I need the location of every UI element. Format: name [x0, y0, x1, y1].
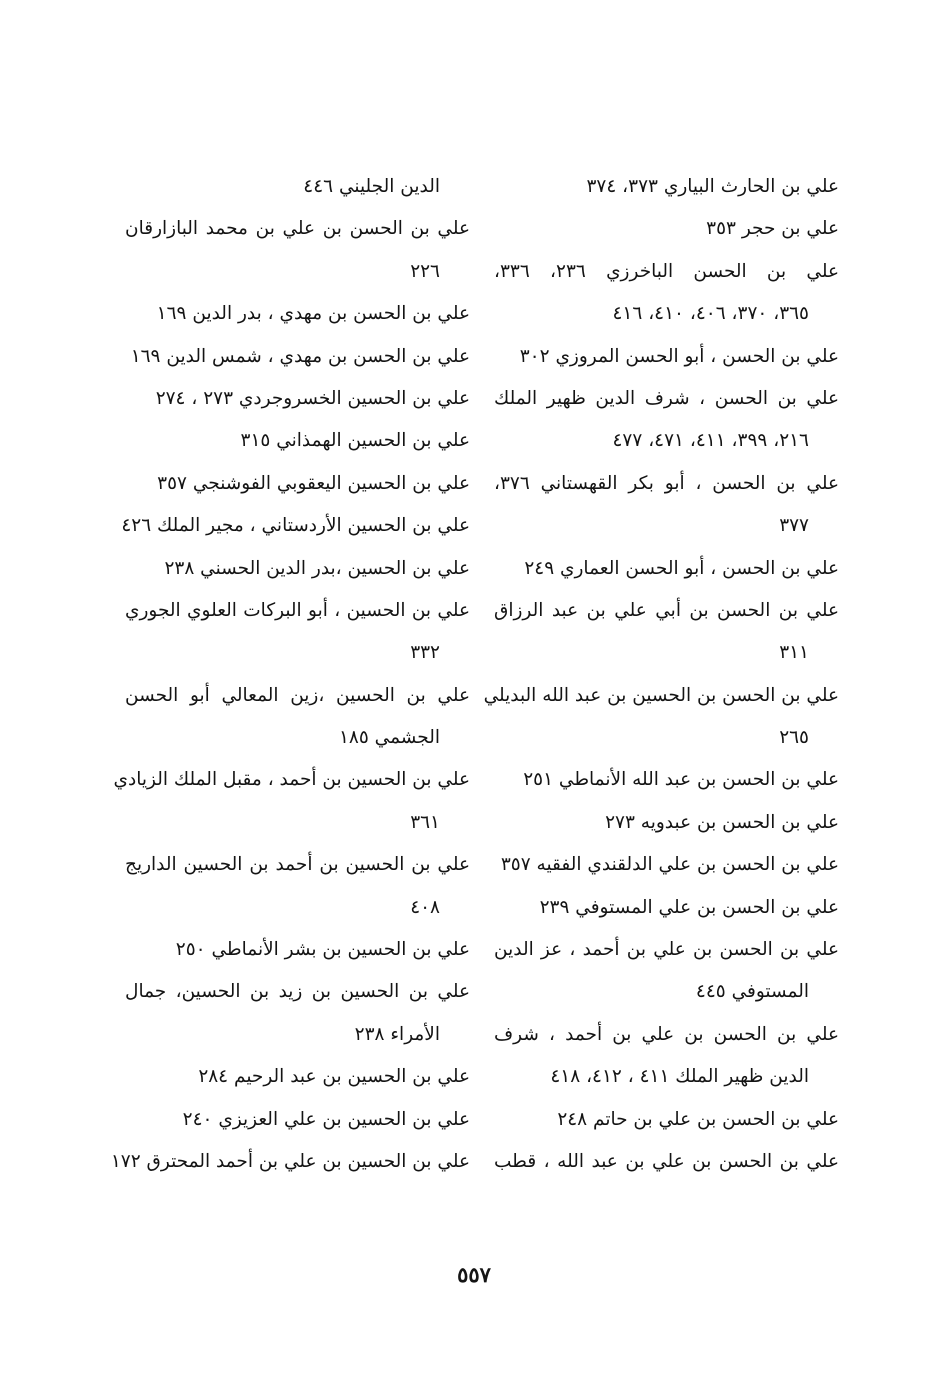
index-entry-continuation: ٣٧٧	[779, 515, 809, 537]
index-entry: علي بن الحسين الهمذاني ٣١٥	[240, 430, 470, 452]
index-entry: علي بن الحسين بن عبد الرحيم ٢٨٤	[198, 1066, 470, 1088]
index-entry-continuation: ٢٦٥	[779, 727, 809, 749]
index-column-left	[110, 166, 470, 1183]
index-entry: علي بن الحسن بن عبد الله الأنماطي ٢٥١	[523, 769, 839, 791]
index-entry-continuation: الأمراء ٢٣٨	[354, 1023, 440, 1045]
index-entry-continuation: ٣٣٢	[410, 642, 440, 664]
index-entry-continuation: ٣٦١	[410, 811, 440, 833]
index-entry: علي بن الحسن بن عبدويه ٢٧٣	[605, 811, 839, 833]
index-entry: علي بن الحسين اليعقوبي الفوشنجي ٣٥٧	[157, 472, 470, 494]
index-entry: علي بن الحسن بن الحسين بن عبد الله البديلي	[483, 684, 839, 706]
index-entry: علي بن الحسن بن أبي علي بن عبد الرزاق	[494, 599, 839, 621]
index-entry: علي بن الحسن بن علي بن حاتم ٢٤٨	[557, 1108, 839, 1130]
index-entry: علي بن الحسين بن علي العزيزي ٢٤٠	[182, 1108, 470, 1130]
index-entry: علي بن الحسن ، أبو بكر القهستاني ٣٧٦،	[494, 472, 839, 494]
index-entry-continuation: ٤٠٨	[410, 896, 440, 918]
index-entry-continuation: ٢١٦، ٣٩٩، ٤١١، ٤٧١، ٤٧٧	[612, 430, 809, 452]
index-entry: علي بن الحسين بن أحمد بن الحسين الداريج	[125, 854, 470, 876]
index-entry: علي بن الحسن بن علي المستوفي ٢٣٩	[539, 896, 839, 918]
index-column-right	[483, 166, 839, 1183]
index-entry: علي بن الحسن بن علي بن أحمد ، عز الدين	[494, 939, 839, 961]
index-entry-continuation: الدين الجليني ٤٤٦	[303, 176, 440, 197]
index-entry: علي بن الحسين ،بدر الدين الحسني ٢٣٨	[164, 557, 470, 579]
index-entry: علي بن الحسن ، شرف الدين ظهير الملك	[494, 387, 839, 409]
index-entry: علي بن الحسين الأردستاني ، مجير الملك ٤٢٦	[121, 515, 470, 537]
index-entry-continuation: ٣١١	[779, 642, 809, 664]
index-entry: علي بن الحارث البياري ٣٧٣، ٣٧٤	[586, 176, 839, 197]
index-entry-continuation: الجشمي ١٨٥	[338, 727, 440, 749]
index-entry-continuation: المستوفي ٤٤٥	[695, 981, 809, 1003]
index-entry: علي بن الحسين بن زيد بن الحسين، جمال	[125, 981, 470, 1003]
index-entry: علي بن الحسن بن علي بن أحمد ، شرف	[494, 1023, 839, 1045]
index-entry: علي بن الحسن الباخرزي ٢٣٦، ٣٣٦،	[494, 260, 839, 282]
index-entry: علي بن الحسن ، أبو الحسن العماري ٢٤٩	[524, 557, 839, 579]
index-entry: علي بن الحسين بن علي بن أحمد المحترق ١٧٢	[110, 1150, 470, 1172]
index-entry: علي بن حجر ٣٥٣	[706, 218, 839, 240]
index-entry: علي بن الحسن بن مهدي ، شمس الدين ١٦٩	[130, 345, 470, 367]
index-entry: علي بن الحسن ، أبو الحسن المروزي ٣٠٢	[519, 345, 839, 367]
index-entry: علي بن الحسين ،زين المعالي أبو الحسن	[125, 684, 470, 706]
index-entry: علي بن الحسن بن علي بن محمد البازارقان	[125, 218, 470, 240]
index-entry: علي بن الحسين ، أبو البركات العلوي الجوري	[125, 599, 470, 621]
index-entry: علي بن الحسن بن علي بن عبد الله ، قطب	[494, 1150, 839, 1172]
index-entry: علي بن الحسين بن أحمد ، مقبل الملك الزيادي	[113, 769, 470, 791]
index-entry: علي بن الحسين الخسروجردي ٢٧٣ ، ٢٧٤	[155, 387, 470, 409]
index-entry: علي بن الحسن بن مهدي ، بدر الدين ١٦٩	[156, 303, 470, 325]
page-number: ٥٥٧	[457, 1262, 491, 1287]
index-entry: علي بن الحسين بن بشر الأنماطي ٢٥٠	[175, 939, 470, 961]
index-entry: علي بن الحسن بن علي الدلقندي الفقيه ٣٥٧	[500, 854, 839, 876]
index-entry-continuation: الدين ظهير الملك ٤١١ ، ٤١٢، ٤١٨	[550, 1066, 809, 1088]
index-entry-continuation: ٢٢٦	[410, 260, 440, 282]
index-entry-continuation: ٣٦٥، ٣٧٠، ٤٠٦، ٤١٠، ٤١٦	[612, 303, 809, 325]
